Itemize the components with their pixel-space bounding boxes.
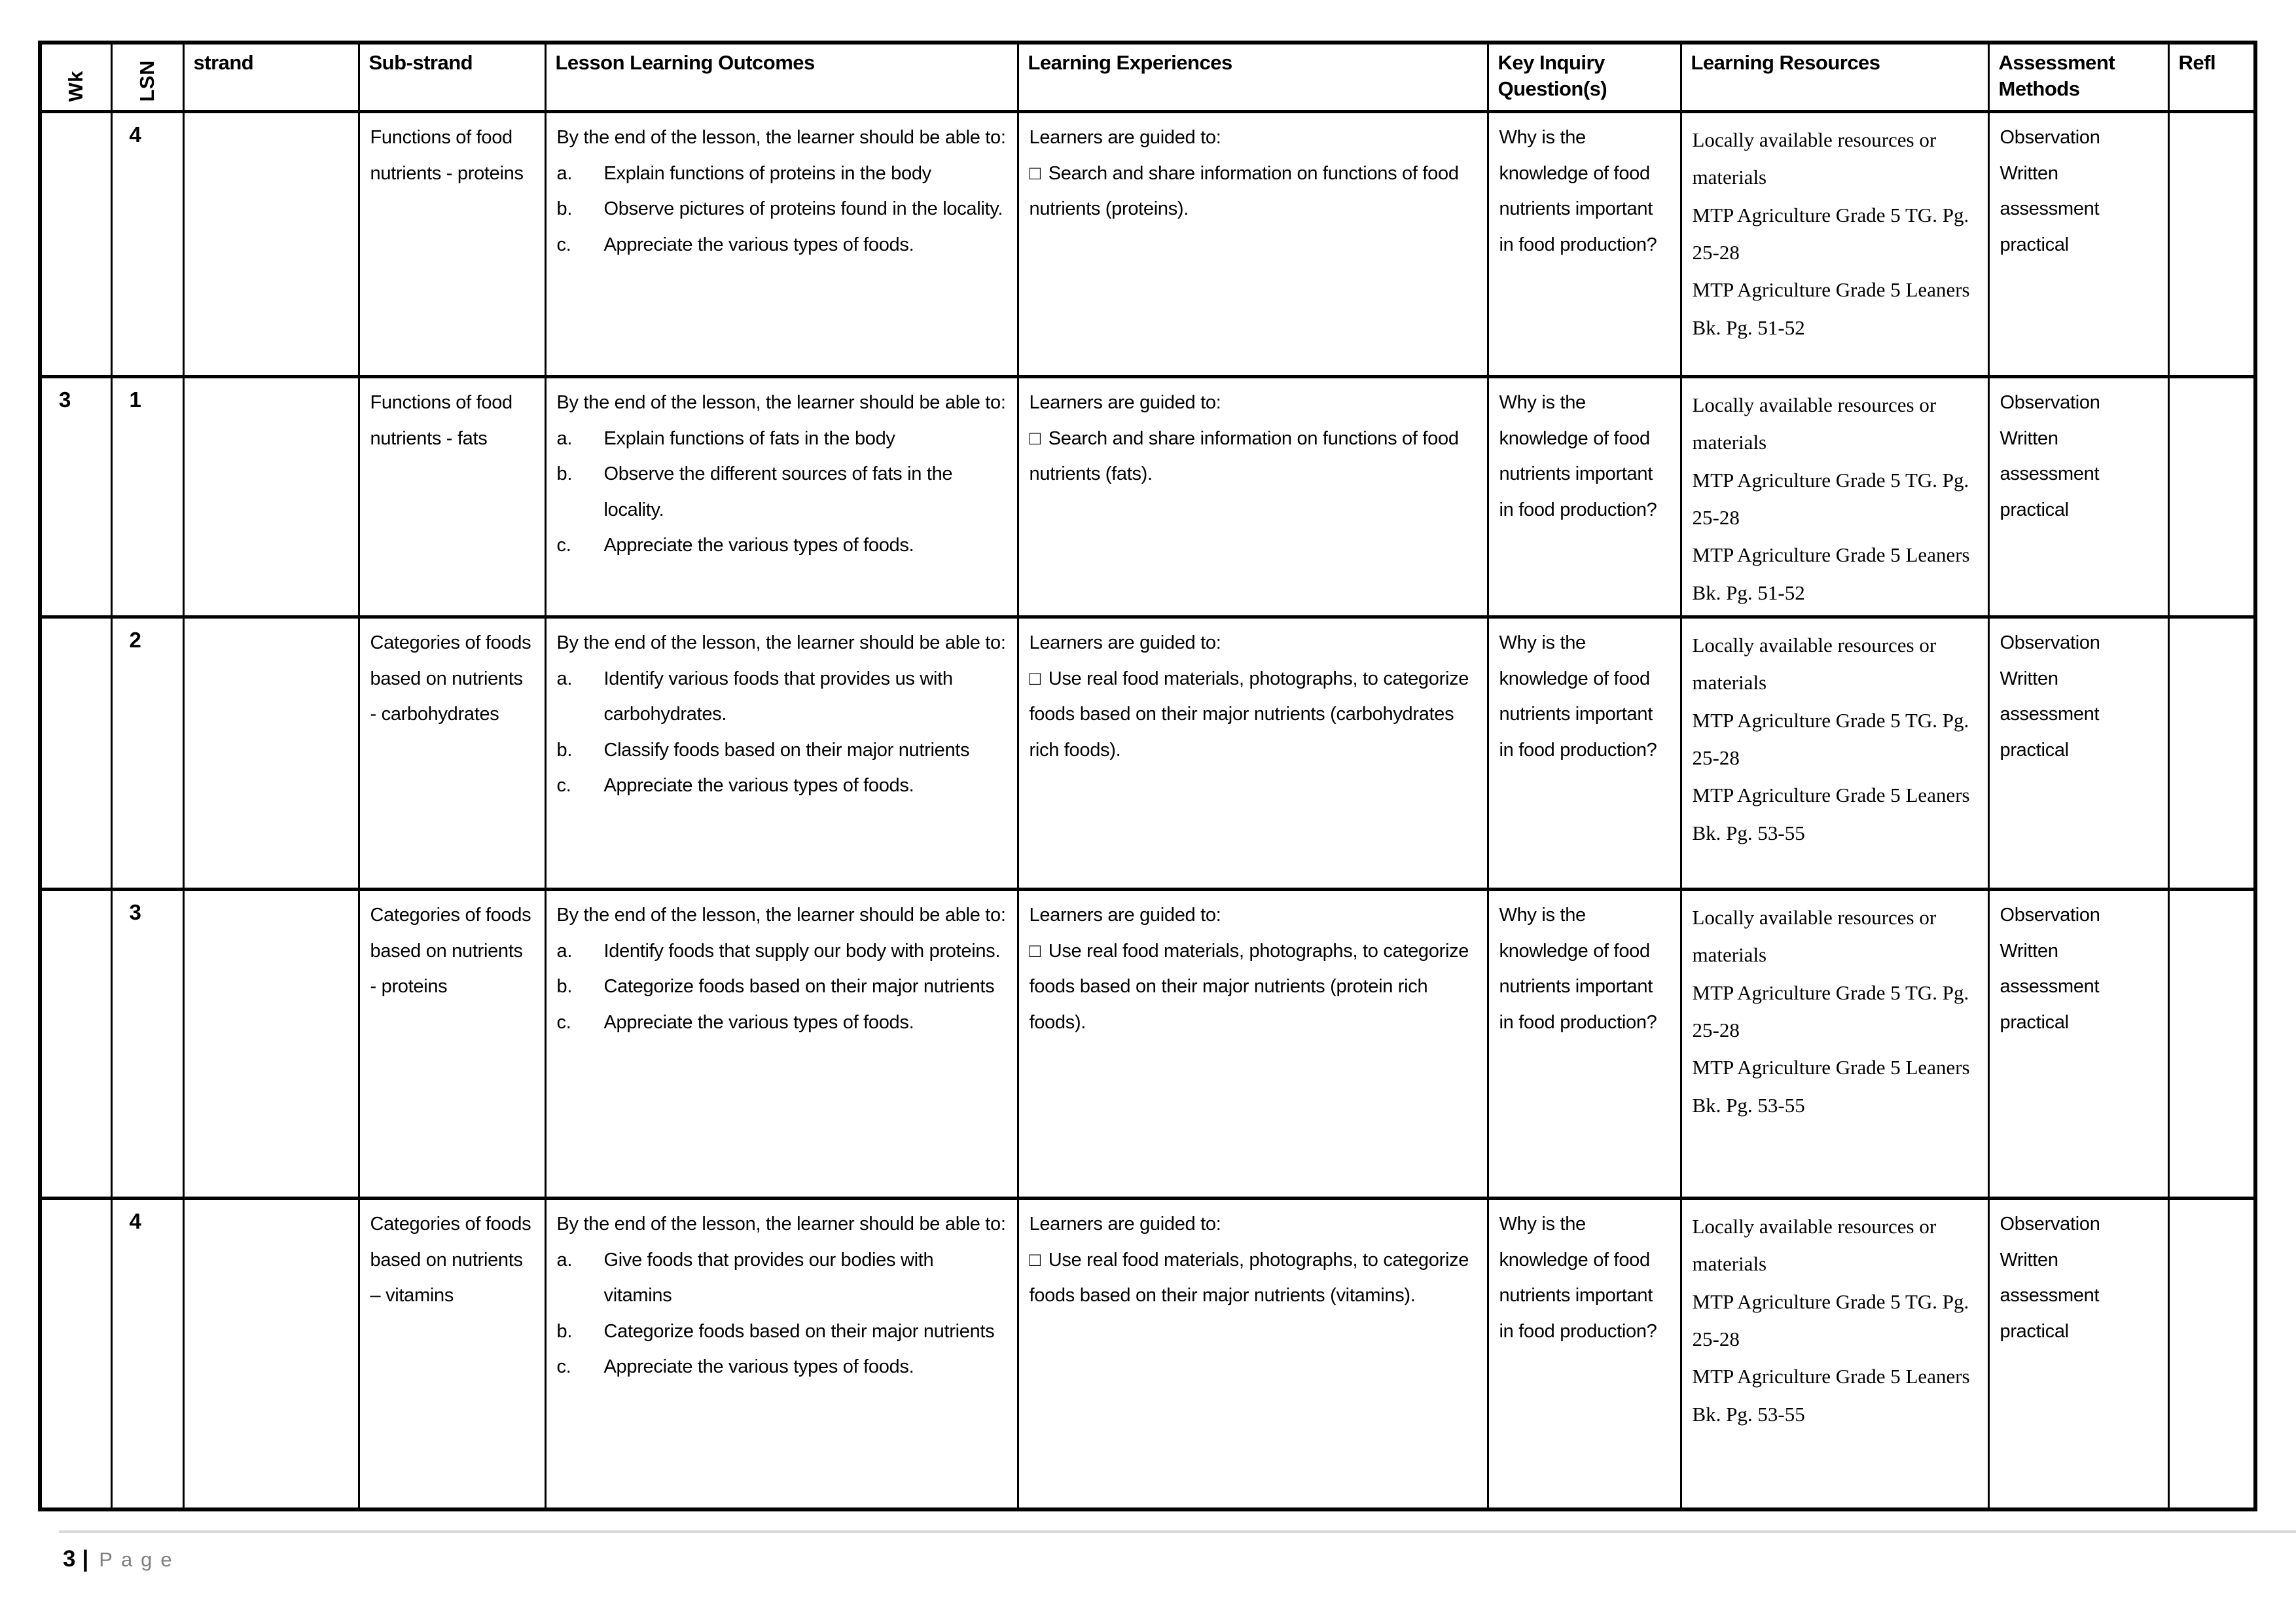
cell-learning-experiences xyxy=(1018,890,1488,1199)
outcome-letter: b. xyxy=(556,463,573,485)
col-header-refl: Refl xyxy=(2168,43,2255,112)
assessment-line: Observation xyxy=(2000,392,2100,413)
assessment-line: practical xyxy=(2000,234,2069,255)
resource-line: Locally available resources or materials xyxy=(1692,128,1937,189)
experience-text: Use real food materials, photographs, to categorize foods based on their major nutrients (vitamins). xyxy=(1029,1249,1469,1307)
cell-assessment-methods xyxy=(1988,1199,2168,1509)
outcome-text: Categorize foods based on their major nutrients xyxy=(603,976,995,998)
cell-wk xyxy=(40,890,111,1199)
assessment-line: Observation xyxy=(2000,632,2100,654)
outcome-item xyxy=(557,1005,1007,1041)
outcomes-intro: By the end of the lesson, the learner should be able to: xyxy=(556,632,1006,654)
outcome-letter: a. xyxy=(556,940,573,962)
cell-strand xyxy=(183,377,359,617)
experience-line xyxy=(1030,661,1477,768)
experience-line xyxy=(1030,1242,1477,1314)
cell-lesson-learning-outcomes xyxy=(545,890,1018,1199)
experience-line xyxy=(1030,421,1477,492)
cell-wk: 3 xyxy=(40,377,111,617)
assessment-line: Written assessment xyxy=(2000,1249,2100,1307)
outcome-text: Identify foods that supply our body with proteins. xyxy=(603,940,1001,962)
cell-assessment-methods xyxy=(1988,377,2168,617)
assessment-line: Written assessment xyxy=(2000,427,2100,485)
cell-learning-resources xyxy=(1681,377,1988,617)
outcome-letter: a. xyxy=(556,427,573,449)
outcome-item xyxy=(557,156,1007,192)
col-header-learning-resources: Learning Resources xyxy=(1681,43,1988,112)
resource-line: MTP Agriculture Grade 5 TG. Pg. 25-28 xyxy=(1692,468,1969,530)
assessment-line: Observation xyxy=(2000,127,2100,148)
outcomes-intro: By the end of the lesson, the learner should be able to: xyxy=(556,392,1006,413)
cell-assessment-methods xyxy=(1988,112,2168,377)
outcome-item xyxy=(557,1314,1007,1350)
cell-strand xyxy=(183,890,359,1199)
cell-strand xyxy=(183,617,359,890)
cell-sub-strand: Functions of food nutrients - proteins xyxy=(359,112,545,377)
col-header-sub-strand: Sub-strand xyxy=(359,43,545,112)
outcome-letter: c. xyxy=(556,535,571,556)
assessment-line: Written assessment xyxy=(2000,162,2100,220)
cell-strand xyxy=(183,112,359,377)
outcome-text: Appreciate the various types of foods. xyxy=(603,1011,914,1033)
page-number-separator: | xyxy=(82,1546,89,1572)
cell-wk xyxy=(40,1199,111,1509)
cell-refl xyxy=(2168,1199,2255,1509)
cell-strand xyxy=(183,1199,359,1509)
outcome-item xyxy=(557,1242,1007,1314)
col-header-strand: strand xyxy=(183,43,359,112)
col-header-lsn xyxy=(111,43,183,112)
outcome-letter: a. xyxy=(556,162,573,184)
cell-learning-resources xyxy=(1681,617,1988,890)
cell-lesson-learning-outcomes xyxy=(545,112,1018,377)
outcome-text: Appreciate the various types of foods. xyxy=(603,234,914,255)
assessment-line: practical xyxy=(2000,739,2069,761)
outcome-letter: a. xyxy=(556,1249,573,1271)
outcome-letter: b. xyxy=(556,976,573,998)
outcome-text: Identify various foods that provides us with carbohydrates. xyxy=(603,668,953,725)
assessment-line: Observation xyxy=(2000,1214,2100,1235)
outcome-letter: a. xyxy=(556,668,573,689)
outcome-text: Classify foods based on their major nutrients xyxy=(603,739,970,761)
cell-refl xyxy=(2168,890,2255,1199)
cell-sub-strand: Categories of foods based on nutrients – vitamins xyxy=(359,1199,545,1509)
outcome-item xyxy=(557,661,1007,732)
cell-learning-resources xyxy=(1681,1199,1988,1509)
cell-refl xyxy=(2168,112,2255,377)
outcome-item xyxy=(557,1349,1007,1385)
outcomes-intro: By the end of the lesson, the learner should be able to: xyxy=(556,905,1006,926)
cell-assessment-methods xyxy=(1988,890,2168,1199)
table-row xyxy=(40,377,2255,617)
experience-line xyxy=(1030,933,1477,1041)
cell-lesson-learning-outcomes xyxy=(545,377,1018,617)
outcome-letter: c. xyxy=(556,1356,571,1378)
missing-glyph-bullet-icon: □ xyxy=(1029,1249,1041,1271)
cell-sub-strand: Categories of foods based on nutrients - carbohydrates xyxy=(359,617,545,890)
page-number: 3 xyxy=(63,1546,76,1572)
resource-line: MTP Agriculture Grade 5 Leaners Bk. Pg. 51-52 xyxy=(1692,543,1970,604)
experience-text: Use real food materials, photographs, to categorize foods based on their major nutrients (protein rich foods). xyxy=(1029,940,1469,1033)
col-header-wk xyxy=(40,43,111,112)
missing-glyph-bullet-icon: □ xyxy=(1029,427,1041,449)
col-header-key-inquiry-questions: Key Inquiry Question(s) xyxy=(1488,43,1681,112)
cell-assessment-methods xyxy=(1988,617,2168,890)
assessment-line: Written assessment xyxy=(2000,940,2100,998)
cell-lesson-learning-outcomes xyxy=(545,1199,1018,1509)
cell-key-inquiry: Why is the knowledge of food nutrients important in food production? xyxy=(1488,1199,1681,1509)
assessment-line: Written assessment xyxy=(2000,668,2100,725)
experiences-intro: Learners are guided to: xyxy=(1029,392,1221,413)
table-row xyxy=(40,1199,2255,1509)
cell-learning-experiences xyxy=(1018,377,1488,617)
resource-line: MTP Agriculture Grade 5 Leaners Bk. Pg. 53-55 xyxy=(1692,784,1970,844)
outcome-text: Appreciate the various types of foods. xyxy=(603,1356,914,1378)
resource-line: Locally available resources or materials xyxy=(1692,906,1937,967)
table-row xyxy=(40,890,2255,1199)
outcome-text: Appreciate the various types of foods. xyxy=(603,535,914,556)
col-header-assessment-methods: Assessment Methods xyxy=(1988,43,2168,112)
scheme-of-work-table xyxy=(38,41,2257,1511)
cell-lesson-learning-outcomes xyxy=(545,617,1018,890)
outcome-letter: b. xyxy=(556,739,573,761)
outcome-item xyxy=(557,191,1007,227)
experience-text: Search and share information on functions of food nutrients (fats). xyxy=(1029,427,1459,485)
experience-text: Use real food materials, photographs, to categorize foods based on their major nutrients (carbohydrates rich foods). xyxy=(1029,668,1469,761)
missing-glyph-bullet-icon: □ xyxy=(1029,940,1041,962)
outcomes-intro: By the end of the lesson, the learner should be able to: xyxy=(556,1214,1006,1235)
outcome-letter: c. xyxy=(556,1011,571,1033)
experiences-intro: Learners are guided to: xyxy=(1029,127,1221,148)
outcome-item xyxy=(557,933,1007,969)
outcome-text: Appreciate the various types of foods. xyxy=(603,775,914,797)
outcome-letter: b. xyxy=(556,198,573,220)
resource-line: MTP Agriculture Grade 5 TG. Pg. 25-28 xyxy=(1692,1290,1969,1351)
cell-sub-strand: Functions of food nutrients - fats xyxy=(359,377,545,617)
col-header-learning-experiences: Learning Experiences xyxy=(1018,43,1488,112)
resource-line: Locally available resources or materials xyxy=(1692,393,1937,454)
assessment-line: Observation xyxy=(2000,905,2100,926)
outcome-item xyxy=(557,456,1007,528)
experiences-intro: Learners are guided to: xyxy=(1029,632,1221,654)
cell-learning-experiences xyxy=(1018,1199,1488,1509)
resource-line: MTP Agriculture Grade 5 TG. Pg. 25-28 xyxy=(1692,708,1969,770)
cell-key-inquiry: Why is the knowledge of food nutrients important in food production? xyxy=(1488,890,1681,1199)
outcome-letter: c. xyxy=(556,234,571,255)
outcome-letter: c. xyxy=(556,775,571,797)
outcomes-intro: By the end of the lesson, the learner should be able to: xyxy=(556,127,1006,148)
cell-lsn: 2 xyxy=(111,617,183,890)
outcome-text: Categorize foods based on their major nutrients xyxy=(603,1320,995,1342)
assessment-line: practical xyxy=(2000,1011,2069,1033)
resource-line: Locally available resources or materials xyxy=(1692,1215,1937,1276)
outcome-text: Explain functions of fats in the body xyxy=(603,427,895,449)
resource-line: MTP Agriculture Grade 5 TG. Pg. 25-28 xyxy=(1692,981,1969,1042)
cell-refl xyxy=(2168,617,2255,890)
page-footer xyxy=(0,1530,2296,1572)
col-header-wk-label: Wk xyxy=(64,70,88,101)
cell-learning-resources xyxy=(1681,112,1988,377)
cell-key-inquiry: Why is the knowledge of food nutrients important in food production? xyxy=(1488,617,1681,890)
resource-line: MTP Agriculture Grade 5 TG. Pg. 25-28 xyxy=(1692,203,1969,264)
outcome-text: Give foods that provides our bodies with vitamins xyxy=(603,1249,934,1307)
experiences-intro: Learners are guided to: xyxy=(1029,905,1221,926)
resource-line: Locally available resources or materials xyxy=(1692,634,1937,695)
outcome-item xyxy=(557,528,1007,564)
missing-glyph-bullet-icon: □ xyxy=(1029,668,1041,689)
col-header-lsn-label: LSN xyxy=(135,60,158,101)
cell-key-inquiry: Why is the knowledge of food nutrients important in food production? xyxy=(1488,112,1681,377)
cell-learning-experiences xyxy=(1018,617,1488,890)
outcome-item xyxy=(557,732,1007,768)
cell-wk xyxy=(40,617,111,890)
experience-text: Search and share information on functions of food nutrients (proteins). xyxy=(1029,162,1459,220)
outcome-item xyxy=(557,969,1007,1005)
resource-line: MTP Agriculture Grade 5 Leaners Bk. Pg. 53-55 xyxy=(1692,1056,1970,1117)
resource-line: MTP Agriculture Grade 5 Leaners Bk. Pg. 53-55 xyxy=(1692,1365,1970,1426)
cell-lsn: 4 xyxy=(111,112,183,377)
experiences-intro: Learners are guided to: xyxy=(1029,1214,1221,1235)
footer-divider xyxy=(59,1530,2296,1533)
missing-glyph-bullet-icon: □ xyxy=(1029,162,1041,184)
outcome-letter: b. xyxy=(556,1320,573,1342)
cell-refl xyxy=(2168,377,2255,617)
outcome-item xyxy=(557,768,1007,804)
outcome-text: Observe pictures of proteins found in the locality. xyxy=(603,198,1003,220)
outcome-text: Observe the different sources of fats in the locality. xyxy=(603,463,953,520)
assessment-line: practical xyxy=(2000,499,2069,520)
resource-line: MTP Agriculture Grade 5 Leaners Bk. Pg. 51-52 xyxy=(1692,278,1970,339)
cell-lsn: 3 xyxy=(111,890,183,1199)
outcome-item xyxy=(557,227,1007,263)
cell-learning-experiences xyxy=(1018,112,1488,377)
cell-lsn: 4 xyxy=(111,1199,183,1509)
footer-text xyxy=(63,1546,2296,1572)
col-header-lesson-learning-outcomes: Lesson Learning Outcomes xyxy=(545,43,1018,112)
assessment-line: practical xyxy=(2000,1320,2069,1342)
cell-key-inquiry: Why is the knowledge of food nutrients important in food production? xyxy=(1488,377,1681,617)
outcome-text: Explain functions of proteins in the body xyxy=(603,162,931,184)
experience-line xyxy=(1030,156,1477,227)
cell-sub-strand: Categories of foods based on nutrients - proteins xyxy=(359,890,545,1199)
cell-lsn: 1 xyxy=(111,377,183,617)
cell-learning-resources xyxy=(1681,890,1988,1199)
cell-wk xyxy=(40,112,111,377)
outcome-item xyxy=(557,421,1007,457)
header-row xyxy=(40,43,2255,112)
page-label: Page xyxy=(99,1548,181,1571)
table-row xyxy=(40,112,2255,377)
table-row xyxy=(40,617,2255,890)
